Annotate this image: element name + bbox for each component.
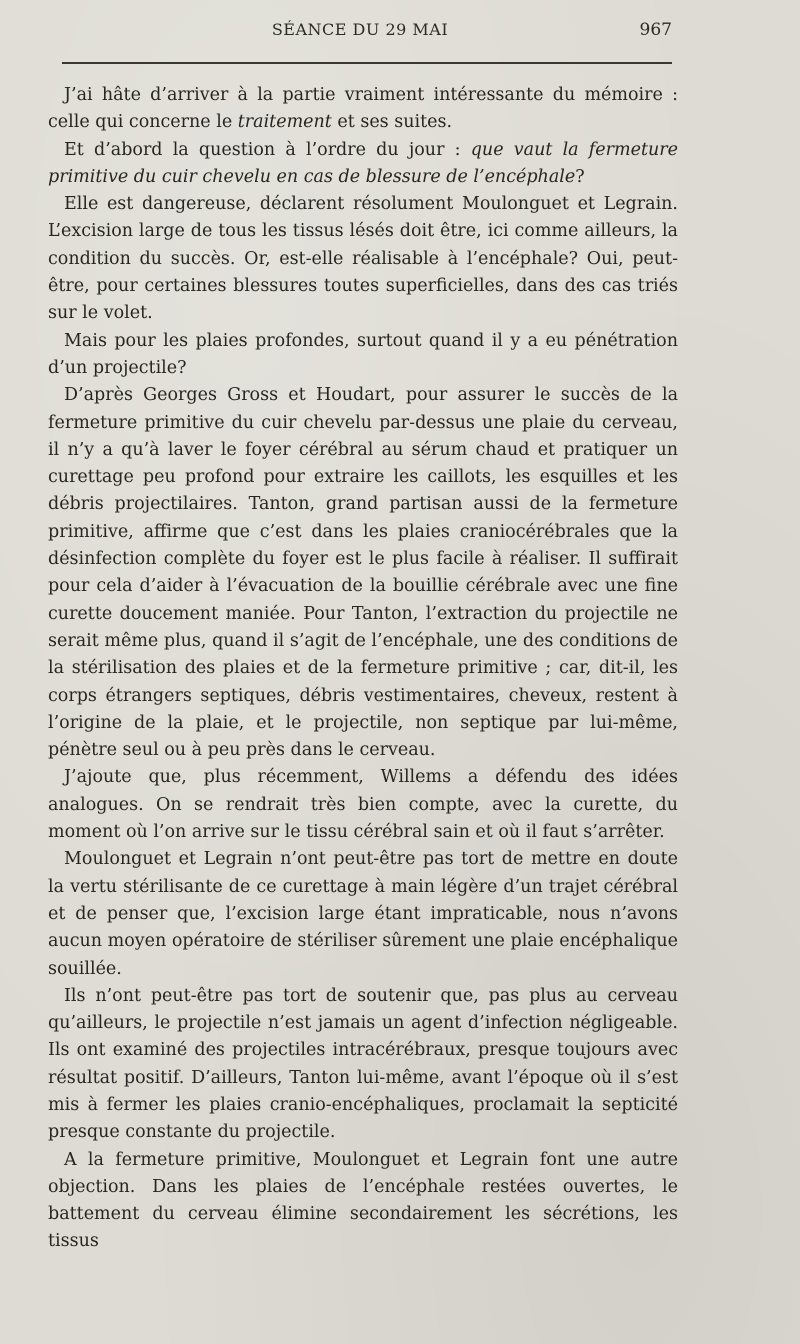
italic-term: traitement — [237, 112, 332, 133]
page-header — [48, 20, 672, 48]
body-text — [48, 82, 678, 1256]
paragraph: Ils n’ont peut-être pas tort de soutenir que, pas plus au cerveau qu’ailleurs, le projectile n’est jamais un agent d’infection négligeable. Ils ont examiné des projectiles intracérébraux, presque toujours avec résultat positif. D’ailleurs, Tanton lui-même, avant l’époque où il s’est mis à fermer les plaies cranio-encéphaliques, proclamait la septicité presque constante du projectile. — [48, 985, 678, 1143]
paragraph: Moulonguet et Legrain n’ont peut-être pas tort de mettre en doute la vertu stérilisante de ce curettage à main légère d’un trajet cérébral et de penser que, l’excision large étant impraticable, nous n’avons aucun moyen opératoire de stériliser sûrement une plaie encéphalique souillée. — [48, 849, 678, 979]
paragraph: A la fermeture primitive, Moulonguet et Legrain font une autre objection. Dans les plaies de l’encéphale restées ouvertes, le battement du cerveau élimine secondairement les sécrétions, les tissus — [48, 1149, 678, 1252]
header-rule — [62, 62, 672, 64]
paragraph-text: et ses suites. — [331, 112, 453, 133]
paragraph — [48, 82, 678, 137]
paragraph-text: J’ai hâte d’arriver à la partie vraiment intéressante du mémoire : celle qui concerne le — [48, 85, 678, 133]
paragraph: Mais pour les plaies profondes, surtout quand il y a eu pénétration d’un projectile? — [48, 330, 678, 378]
paragraph: Elle est dangereuse, déclarent résolument Moulonguet et Legrain. L’excision large de tous les tissus lésés doit être, ici comme ailleurs, la condition du succès. Or, est-elle réalisable à l’encéphale? Oui, peut-être, pour certaines blessures toutes superficielles, dans des cas triés sur le volet. — [48, 194, 678, 324]
paragraph — [48, 137, 678, 192]
paragraph-text: Et d’abord la question à l’ordre du jour : — [64, 139, 471, 160]
paragraph: J’ajoute que, plus récemment, Willems a défendu des idées analogues. On se rendrait très bien compte, avec la curette, du moment où l’on arrive sur le tissu cérébral sain et où il faut s’arrêter. — [48, 767, 678, 843]
running-title: SÉANCE DU 29 MAI — [271, 20, 449, 39]
paragraph-text: ? — [575, 166, 585, 187]
italic-question: que vaut la fermeture primitive du cuir chevelu en cas de blessure de l’encéphale — [48, 139, 678, 187]
paragraph: D’après Georges Gross et Houdart, pour assurer le succès de la fermeture primitive du cuir chevelu par-dessus une plaie du cerveau, il n’y a qu’à laver le foyer cérébral au sérum chaud et pratiquer un curettage peu profond pour extraire les caillots, les esquilles et les débris projectilaires. Tanton, grand partisan aussi de la fermeture primitive, affirme que c’est dans les plaies craniocérébrales que la désinfection complète du foyer est le plus facile à réaliser. Il suffirait pour cela d’aider à l’évacuation de la bouillie cérébrale avec une fine curette doucement maniée. Pour Tanton, l’extraction du projectile ne serait même plus, quand il s’agit de l’encéphale, une des conditions de la stérilisation des plaies et de la fermeture primitive ; car, dit-il, les corps étrangers septiques, débris vestimentaires, cheveux, restent à l’origine de la plaie, et le projectile, non septique par lui-même, pénètre seul ou à peu près dans le cerveau. — [48, 385, 678, 761]
page-number: 967 — [639, 20, 672, 40]
